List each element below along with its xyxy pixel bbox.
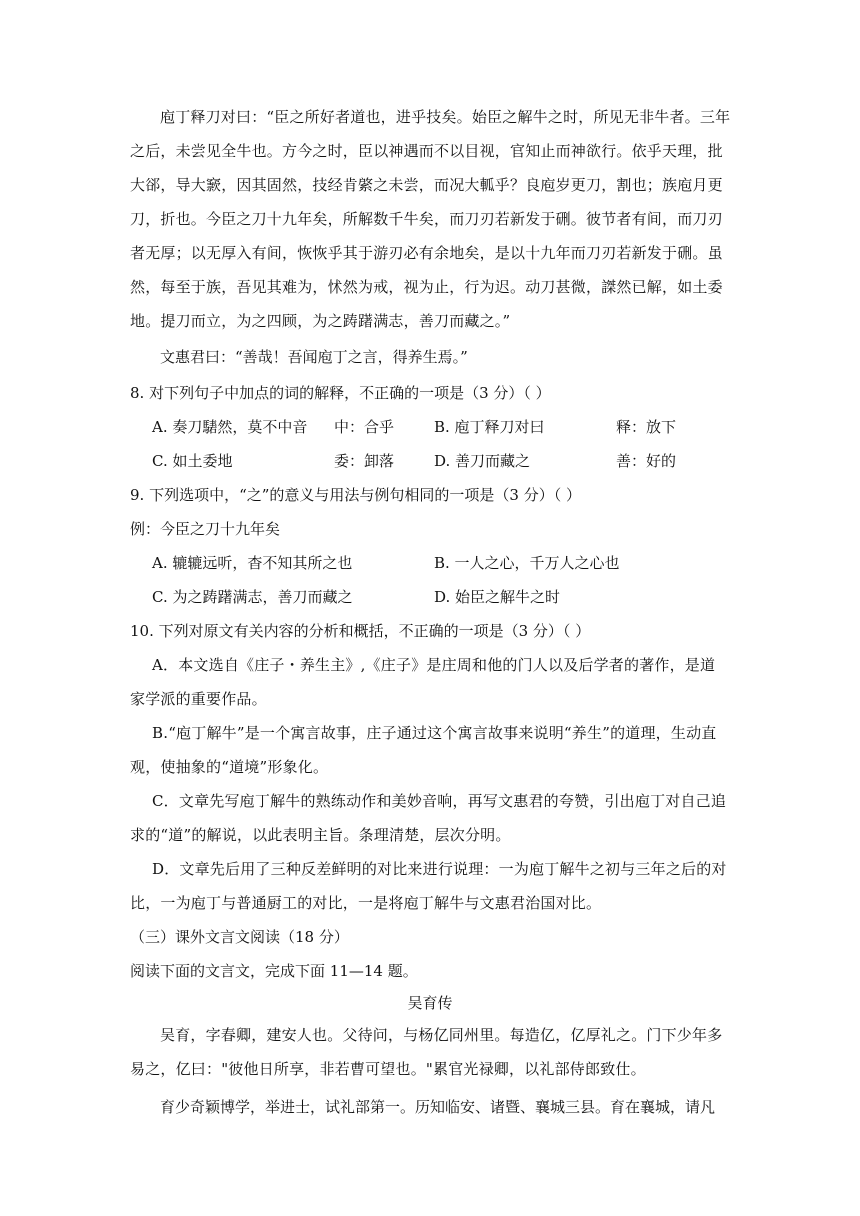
section3-heading: （三）课外文言文阅读（18 分）: [130, 928, 349, 946]
q8-option-d: D. 善刀而藏之: [434, 452, 531, 470]
passage1-para1: 庖丁释刀对曰：“臣之所好者道也，进乎技矣。始臣之解牛之时，所见无非牛者。三年之后，未尝见全牛也。方今之时，臣以神遇而不以目视，官知止而神欲行。依乎天理，批大郤，导大窾，因其固然，技经肯綮之未尝，而况大軱乎？良庖岁更刀，割也；族庖月更刀，折也。今臣之刀十九年矣，所解数千牛矣，而刀刃若新发于硎。彼节者有间，而刀刃者无厚；以无厚入有间，恢恢乎其于游刃必有余地矣，是以十九年而刀刃若新发于硎。虽然，每至于族，吾见其难为，怵然为戒，视为止，行为迟。动刀甚微，謋然已解，如土委地。提刀而立，为之四顾，为之踌躇满志，善刀而藏之。”: [130, 108, 731, 330]
q9-option-d: D. 始臣之解牛之时: [434, 588, 561, 606]
q8-option-b-gloss: 释：放下: [616, 418, 677, 436]
section3-title: 吴育传: [407, 994, 453, 1012]
q9-stem: 9. 下列选项中，“之”的意义与用法与例句相同的一项是（3 分）（ ）: [130, 486, 581, 504]
q9-option-c: C. 为之踌躇满志，善刀而藏之: [152, 588, 353, 606]
q9-option-a: A. 辘辘远听，杳不知其所之也: [152, 554, 353, 572]
section3-para1: 吴育，字春卿，建安人也。父待问，与杨亿同州里。每造亿，亿厚礼之。门下少年多易之，亿曰："彼他日所享，非若曹可望也。"累官光禄卿，以礼部侍郎致仕。: [130, 1026, 723, 1078]
passage1-para2: 文惠君曰：“善哉！吾闻庖丁之言，得养生焉。”: [160, 348, 468, 366]
q10-option-b: B.“庖丁解牛”是一个寓言故事，庄子通过这个寓言故事来说明“养生”的道理，生动直观，使抽象的“道境”形象化。: [130, 724, 717, 776]
section3-para2: 育少奇颖博学，举进士，试礼部第一。历知临安、诸暨、襄城三县。育在襄城，请凡: [160, 1098, 716, 1116]
q8-stem: 8. 对下列句子中加点的词的解释，不正确的一项是（3 分）（ ）: [130, 384, 551, 402]
q8-option-c: C. 如土委地: [152, 452, 233, 470]
q8-option-a-gloss: 中：合乎: [334, 418, 395, 436]
q8-option-b: B. 庖丁释刀对曰: [434, 418, 545, 436]
q8-option-a: A. 奏刀騞然，莫不中音: [152, 418, 308, 436]
q10-option-a: A．本文选自《庄子・养生主》,《庄子》是庄周和他的门人以及后学者的著作，是道家学派的重要作品。: [130, 656, 716, 708]
section3-instruction: 阅读下面的文言文，完成下面 11—14 题。: [130, 962, 418, 980]
q8-option-d-gloss: 善：好的: [616, 452, 677, 470]
q9-option-b: B. 一人之心，千万人之心也: [434, 554, 620, 572]
q8-option-c-gloss: 委：卸落: [334, 452, 395, 470]
q10-option-c: C．文章先写庖丁解牛的熟练动作和美妙音响，再写文惠君的夸赞，引出庖丁对自己追求的“道”的解说，以此表明主旨。条理清楚，层次分明。: [130, 792, 727, 844]
q10-option-d: D．文章先后用了三种反差鲜明的对比来进行说理：一为庖丁解牛之初与三年之后的对比，一为庖丁与普通厨工的对比，一是将庖丁解牛与文惠君治国对比。: [130, 860, 727, 912]
q10-stem: 10. 下列对原文有关内容的分析和概括，不正确的一项是（3 分）（ ）: [130, 622, 591, 640]
q9-example: 例：今臣之刀十九年矣: [130, 520, 281, 538]
